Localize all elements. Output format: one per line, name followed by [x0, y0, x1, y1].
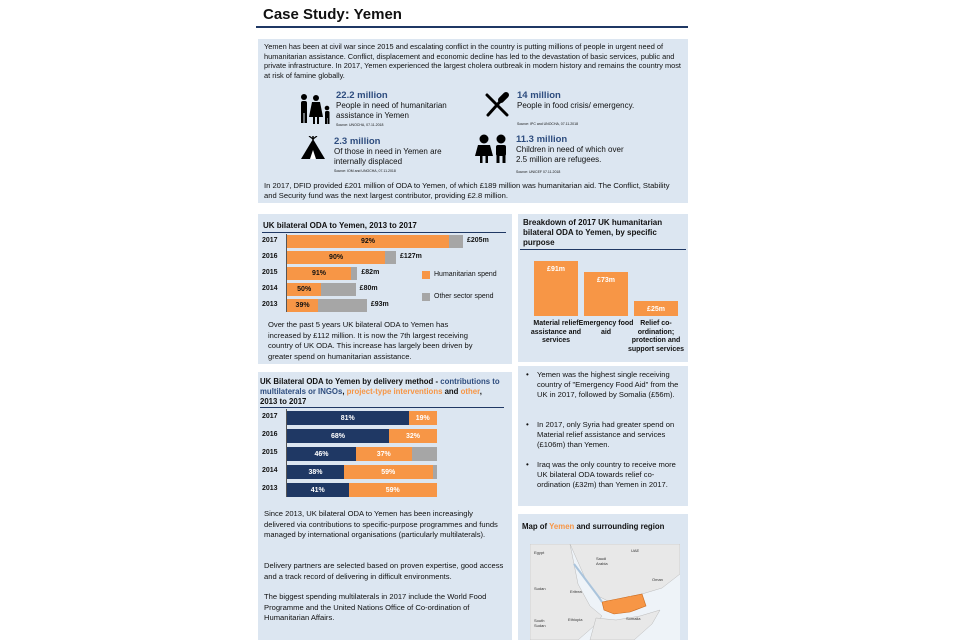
stat-1-source: Source: UNOCHA, 07.11.2018: [336, 123, 384, 127]
stat-3-source: Source: IOM and UNOCHA, 07.11.2018: [334, 169, 396, 173]
oda-pct-label: 92%: [360, 238, 375, 245]
breakdown-value-label: £91m: [547, 266, 565, 273]
delivery-multi-label: 46%: [314, 451, 329, 458]
oda-total-label: £82m: [361, 269, 380, 276]
stat-4-desc: Children in need of which over 2.5 million are refugees.: [516, 145, 624, 164]
stat-1-value: 22.2 million: [336, 90, 388, 101]
delivery-text-1: Since 2013, UK bilateral ODA to Yemen has been increasingly delivered via contributions to specific-purpose programmes and funds managed by international organisations (particularly multilaterals).: [264, 509, 498, 539]
breakdown-category-label: Relief co-ordination; protection and support services: [627, 320, 685, 353]
delivery-bar-other: [433, 465, 438, 479]
delivery-title-g: , 2013 to 2017: [260, 387, 482, 406]
oda-year-label: 2017: [262, 237, 278, 244]
map-label-south-sudan: South Sudan: [534, 618, 546, 628]
map-title-b: Yemen: [549, 522, 575, 531]
delivery-proj-label: 59%: [381, 469, 396, 476]
bullet-marker-2: •: [526, 420, 529, 429]
delivery-proj-label: 32%: [405, 433, 420, 440]
oda-total-label: £127m: [400, 253, 422, 260]
tent-icon: [300, 136, 326, 160]
oda-pct-label: 91%: [312, 270, 327, 277]
delivery-proj-label: 37%: [376, 451, 391, 458]
region-map: [530, 544, 680, 640]
delivery-year-label: 2013: [262, 485, 278, 492]
legend-other: Other sector spend: [434, 293, 494, 300]
family-icon: [296, 93, 332, 125]
delivery-year-label: 2016: [262, 431, 278, 438]
stat-1-desc: People in need of humanitarian assistance in Yemen: [336, 101, 447, 120]
delivery-multi-label: 68%: [330, 433, 345, 440]
fork-knife-icon: [484, 92, 510, 118]
stat-3-desc: Of those in need in Yemen are internally displaced: [334, 147, 442, 166]
bullet-3: Iraq was the only country to receive more UK bilateral ODA towards relief co-ordination (£32m) than Yemen in 2017.: [537, 460, 676, 490]
map-label-yemen: Yemen: [628, 595, 643, 600]
oda-pct-label: 39%: [295, 302, 310, 309]
stat-3-value: 2.3 million: [334, 136, 381, 147]
bullet-marker-1: •: [526, 370, 529, 379]
stat-2-value: 14 million: [517, 90, 561, 101]
stat-2-source: Source: IPC and UNOCHA, 07.11.2018: [517, 122, 579, 126]
delivery-year-label: 2015: [262, 449, 278, 456]
oda-bar-other: [318, 299, 367, 312]
map-label-oman: Oman: [652, 577, 663, 582]
delivery-multi-label: 38%: [308, 469, 323, 476]
oda-bar-other: [385, 251, 396, 264]
delivery-title-d: project-type interventions: [346, 387, 443, 396]
delivery-title-rule: [260, 407, 504, 408]
bullet-marker-3: •: [526, 460, 529, 469]
oda-year-label: 2016: [262, 253, 278, 260]
oda-year-label: 2013: [262, 301, 278, 308]
legend-other-swatch: [422, 293, 430, 301]
children-icon: [475, 134, 511, 164]
oda-title-rule: [262, 232, 506, 233]
delivery-proj-label: 59%: [385, 487, 400, 494]
delivery-title-c: ,: [342, 387, 347, 396]
delivery-text-2: Delivery partners are selected based on proven expertise, good access and a track record of delivering in difficult environments.: [264, 561, 504, 581]
delivery-multi-label: 81%: [340, 415, 355, 422]
delivery-proj-label: 19%: [415, 415, 430, 422]
oda-bar-other: [351, 267, 357, 280]
legend-humanitarian: Humanitarian spend: [434, 271, 497, 278]
map-label-ethiopia: Ethiopia: [568, 617, 583, 622]
breakdown-title-rule: [520, 249, 686, 250]
oda-chart-title: UK bilateral ODA to Yemen, 2013 to 2017: [263, 221, 417, 230]
delivery-title-f: other: [460, 387, 480, 396]
map-label-uae: UAE: [631, 548, 640, 553]
intro-text: Yemen has been at civil war since 2015 and escalating conflict in the country is putting millions of people in urgent need of humanitarian assistance. Conflict, displacement and economic decline has led to the devastation of basic services, public and private infrastructure. In 2017, Yemen experienced the largest cholera outbreak in modern history and remains the country most at risk of famine globally.: [264, 42, 681, 80]
breakdown-value-label: £25m: [647, 305, 665, 313]
delivery-multi-label: 41%: [310, 487, 325, 494]
bullet-2: In 2017, only Syria had greater spend on Material relief assistance and services (£106m) than Yemen.: [537, 420, 675, 450]
map-title: [522, 522, 664, 531]
map-title-c: and surrounding region: [574, 522, 665, 531]
delivery-title-e: and: [442, 387, 461, 396]
oda-bar-other: [321, 283, 355, 296]
map-label-saudi: Saudi Arabia: [596, 556, 608, 566]
oda-text: Over the past 5 years UK bilateral ODA to Yemen has increased by £112 million. It is now the 7th largest receiving country of UK ODA. This increase has largely been driven by greater spend on humanitarian assistance.: [268, 320, 473, 361]
breakdown-title: Breakdown of 2017 UK humanitarian bilateral ODA to Yemen, by specific purpose: [523, 218, 663, 247]
breakdown-chart: [520, 252, 686, 358]
stat-2-desc: People in food crisis/ emergency.: [517, 101, 635, 110]
oda-total-label: £80m: [359, 285, 378, 292]
page-title: Case Study: Yemen: [263, 6, 402, 23]
delivery-year-label: 2017: [262, 413, 278, 420]
oda-pct-label: 90%: [329, 254, 344, 261]
dfid-text: In 2017, DFID provided £201 million of ODA to Yemen, of which £189 million was humanitarian aid. The Conflict, Stability and Security fund was the next largest contributor, providing £2.8 million.: [264, 181, 670, 200]
breakdown-category-label: Material relief assistance and services: [530, 320, 582, 344]
stat-4-value: 11.3 million: [516, 134, 568, 145]
stat-4-source: Source: UNICEF 07.11.2018: [516, 170, 561, 174]
delivery-title-b: contributions to multilaterals or INGOs: [260, 377, 500, 396]
breakdown-value-label: £73m: [597, 276, 615, 284]
map-label-somalia: Somalia: [626, 616, 641, 621]
map-label-sudan: Sudan: [534, 586, 546, 591]
delivery-text-3: The biggest spending multilaterals in 2017 include the World Food Programme and the United Nations Office of Co-ordination of Humanitarian Affairs.: [264, 592, 487, 622]
oda-total-label: £93m: [370, 301, 389, 308]
map-label-egypt: Egypt: [534, 550, 545, 555]
delivery-chart-title: [260, 377, 500, 407]
oda-pct-label: 50%: [297, 286, 312, 293]
oda-year-label: 2014: [262, 285, 278, 292]
map-title-a: Map of: [522, 522, 550, 531]
oda-total-label: £205m: [467, 237, 489, 244]
oda-year-label: 2015: [262, 269, 278, 276]
delivery-title-a: UK Bilateral ODA to Yemen by delivery method -: [260, 377, 441, 386]
oda-bar-other: [449, 235, 463, 248]
delivery-chart: [262, 409, 502, 499]
map-label-eritrea: Eritrea: [570, 589, 582, 594]
breakdown-category-label: Emergency food aid: [578, 320, 634, 336]
title-rule: [256, 26, 688, 28]
bullet-1: Yemen was the highest single receiving country of "Emergency Food Aid" from the UK in 2017, followed by Somalia (£56m).: [537, 370, 679, 400]
delivery-bar-other: [412, 447, 438, 461]
delivery-year-label: 2014: [262, 467, 278, 474]
legend-humanitarian-swatch: [422, 271, 430, 279]
